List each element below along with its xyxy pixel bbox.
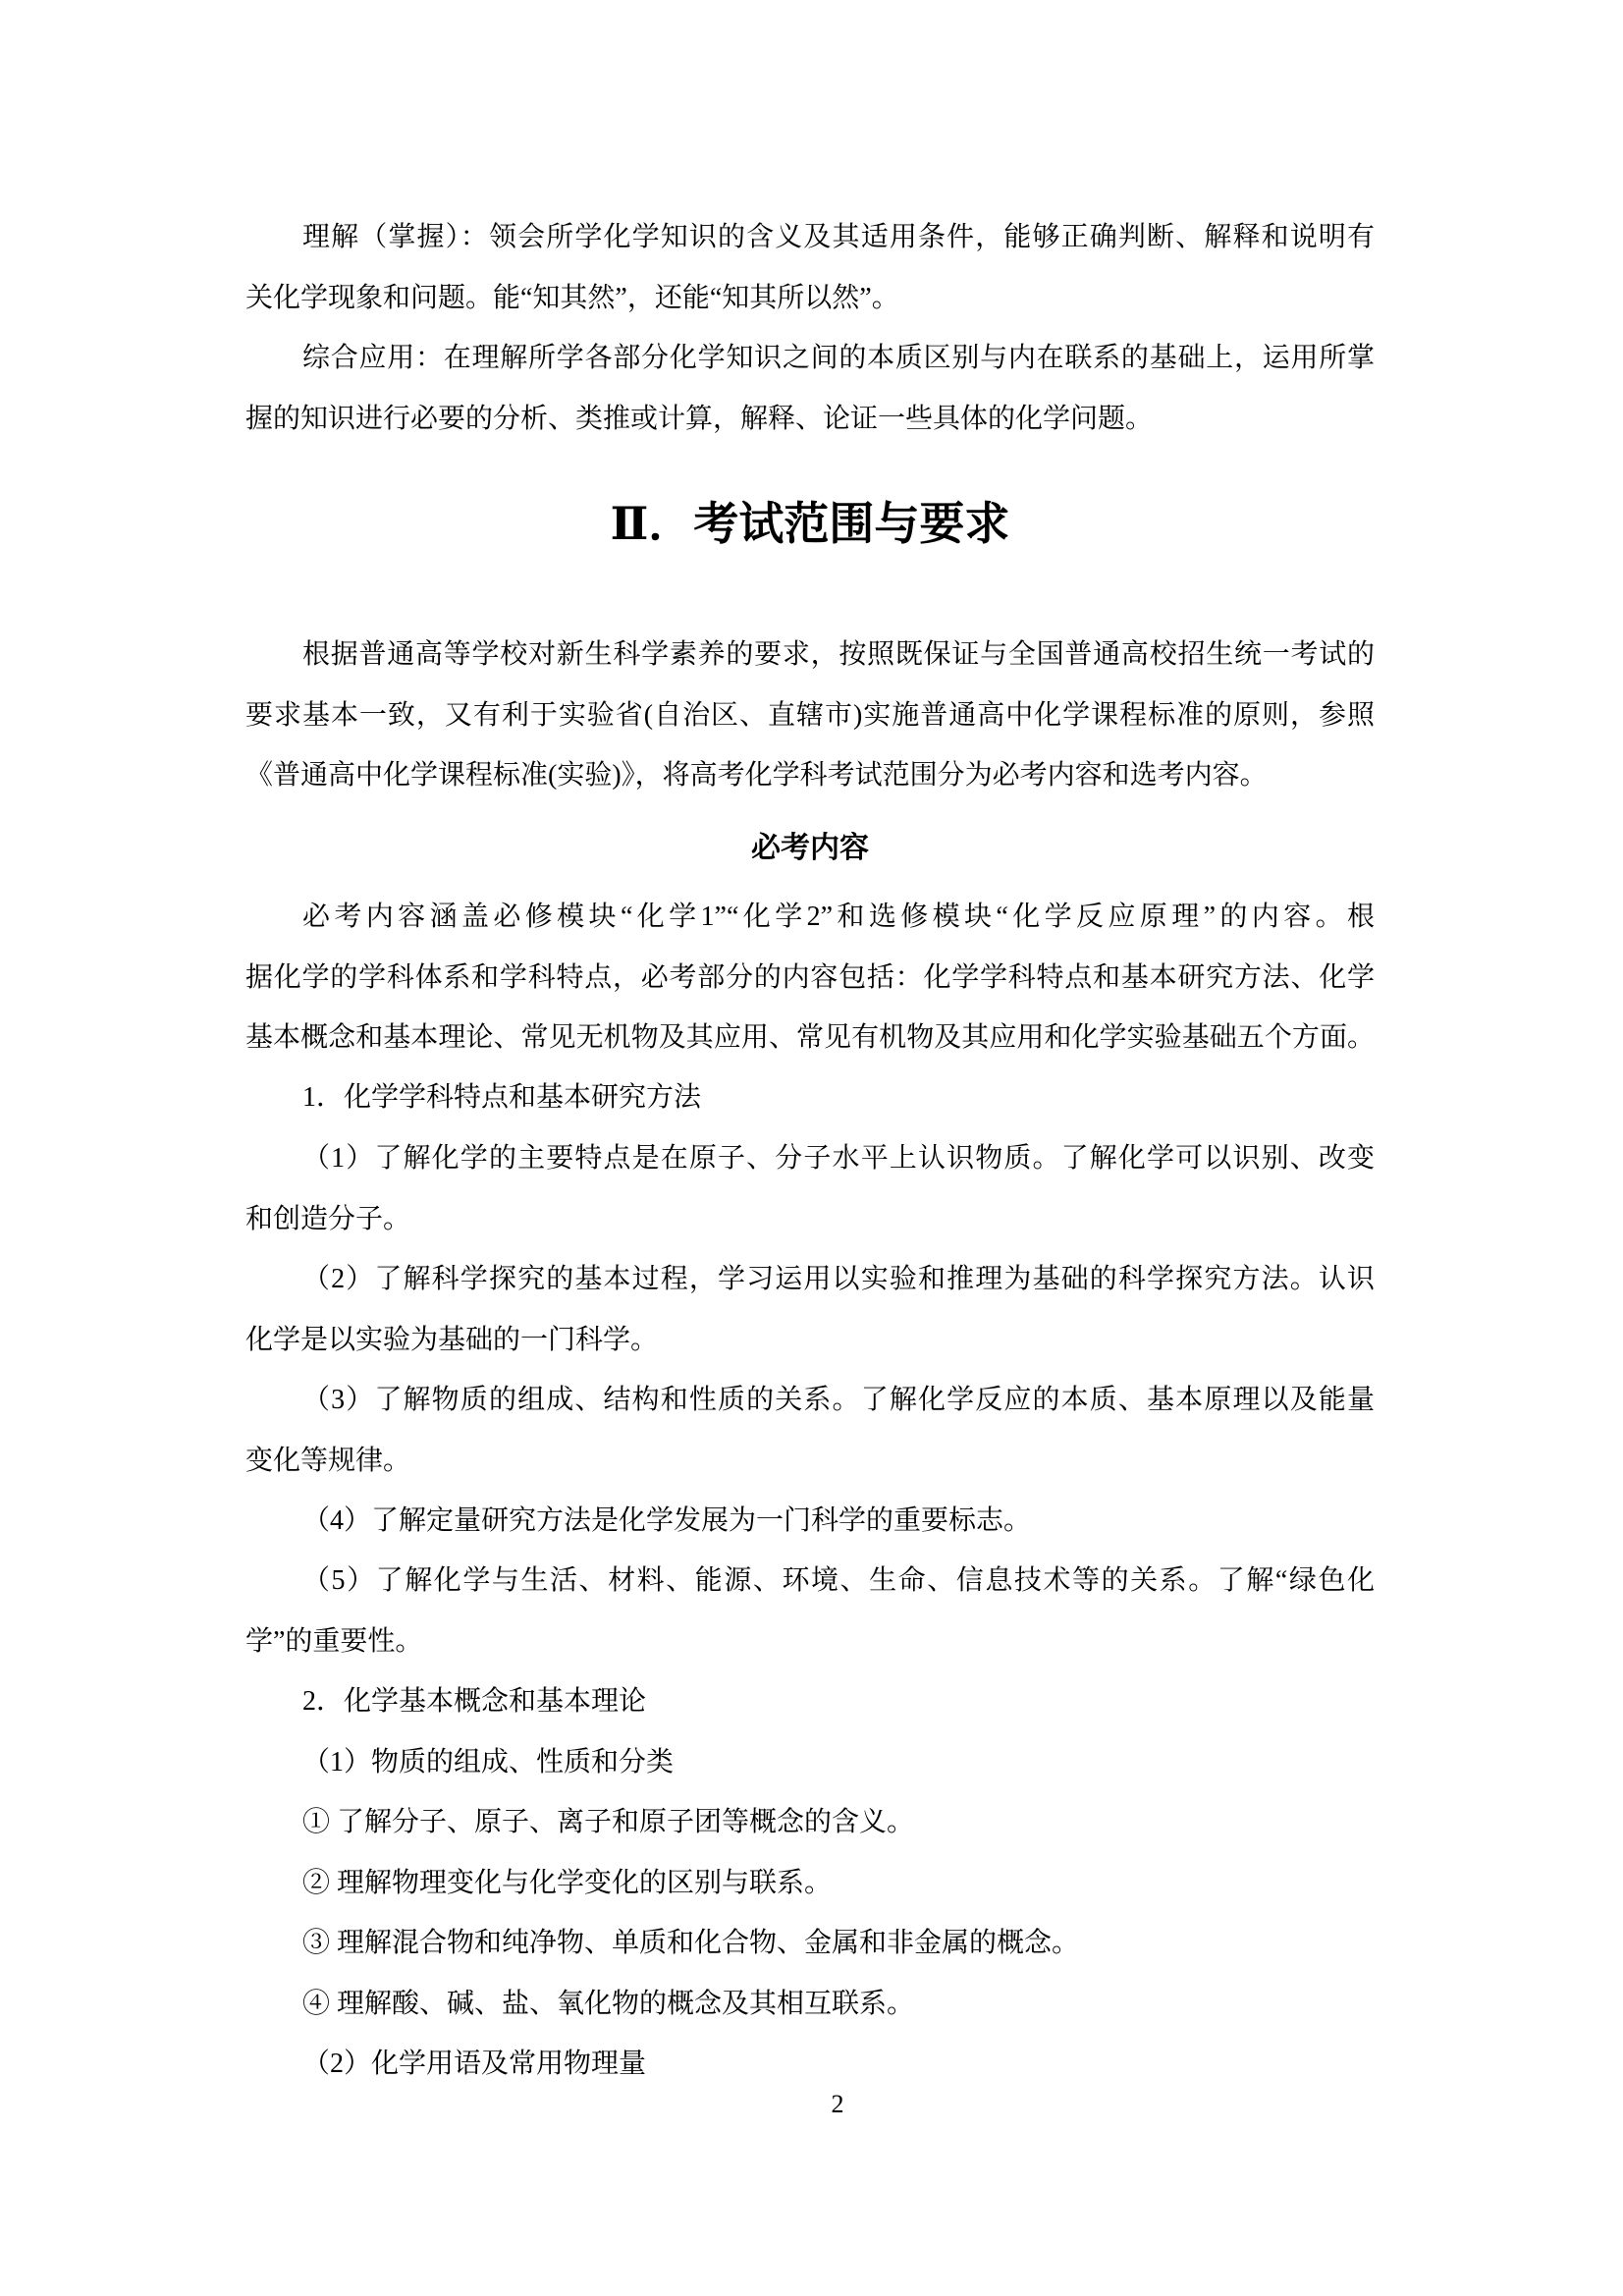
text-line: 握的知识进行必要的分析、类推或计算，解释、论证一些具体的化学问题。	[245, 404, 1154, 434]
text-line: ② 理解物理变化与化学变化的区别与联系。	[302, 1868, 833, 1898]
text-line: （4）了解定量研究方法是化学发展为一门科学的重要标志。	[302, 1505, 1032, 1536]
text-line: 学”的重要性。	[245, 1626, 423, 1657]
text-line: 据化学的学科体系和学科特点，必考部分的内容包括：化学学科特点和基本研究方法、化学	[245, 962, 1375, 993]
text-line: （1）了解化学的主要特点是在原子、分子水平上认识物质。了解化学可以识别、改变	[302, 1143, 1375, 1174]
text-line: 化学是以实验为基础的一门科学。	[245, 1325, 659, 1355]
page-number: 2	[831, 2090, 844, 2118]
text-line: ③ 理解混合物和纯净物、单质和化合物、金属和非金属的概念。	[302, 1928, 1080, 1958]
text-line: 变化等规律。	[245, 1446, 411, 1476]
text-line: 基本概念和基本理论、常见无机物及其应用、常见有机物及其应用和化学实验基础五个方面。	[245, 1022, 1375, 1053]
text-line: 1．化学学科特点和基本研究方法	[302, 1082, 702, 1113]
text-line: 《普通高中化学课程标准(实验)》，将高考化学科考试范围分为必考内容和选考内容。	[245, 760, 1268, 791]
text-line: （1）物质的组成、性质和分类	[302, 1747, 675, 1777]
text-line: （3）了解物质的组成、结构和性质的关系。了解化学反应的本质、基本原理以及能量	[302, 1385, 1375, 1415]
text-line: 2．化学基本概念和基本理论	[302, 1686, 647, 1717]
text-line: 必考内容涵盖必修模块“化学1”“化学2”和选修模块“化学反应原理”的内容。根	[302, 902, 1375, 932]
text-line: 理解（掌握）：领会所学化学知识的含义及其适用条件，能够正确判断、解释和说明有	[302, 222, 1375, 252]
subsection-heading: 必考内容	[751, 832, 869, 864]
text-line: ④ 理解酸、碱、盐、氧化物的概念及其相互联系。	[302, 1989, 915, 2019]
section-heading: Ⅱ．考试范围与要求	[610, 499, 1010, 549]
text-line: 关化学现象和问题。能“知其然”，还能“知其所以然”。	[245, 283, 899, 313]
text-line: （2）化学用语及常用物理量	[302, 2049, 647, 2079]
text-line: 和创造分子。	[245, 1204, 411, 1234]
text-line: ① 了解分子、原子、离子和原子团等概念的含义。	[302, 1807, 915, 1837]
text-line: （5）了解化学与生活、材料、能源、环境、生命、信息技术等的关系。了解“绿色化	[302, 1565, 1375, 1596]
text-line: 根据普通高等学校对新生科学素养的要求，按照既保证与全国普通高校招生统一考试的	[302, 639, 1375, 670]
text-line: （2）了解科学探究的基本过程，学习运用以实验和推理为基础的科学探究方法。认识	[302, 1264, 1375, 1294]
text-line: 综合应用：在理解所学各部分化学知识之间的本质区别与内在联系的基础上，运用所掌	[302, 343, 1375, 373]
text-line: 要求基本一致，又有利于实验省(自治区、直辖市)实施普通高中化学课程标准的原则，参照	[245, 700, 1375, 731]
